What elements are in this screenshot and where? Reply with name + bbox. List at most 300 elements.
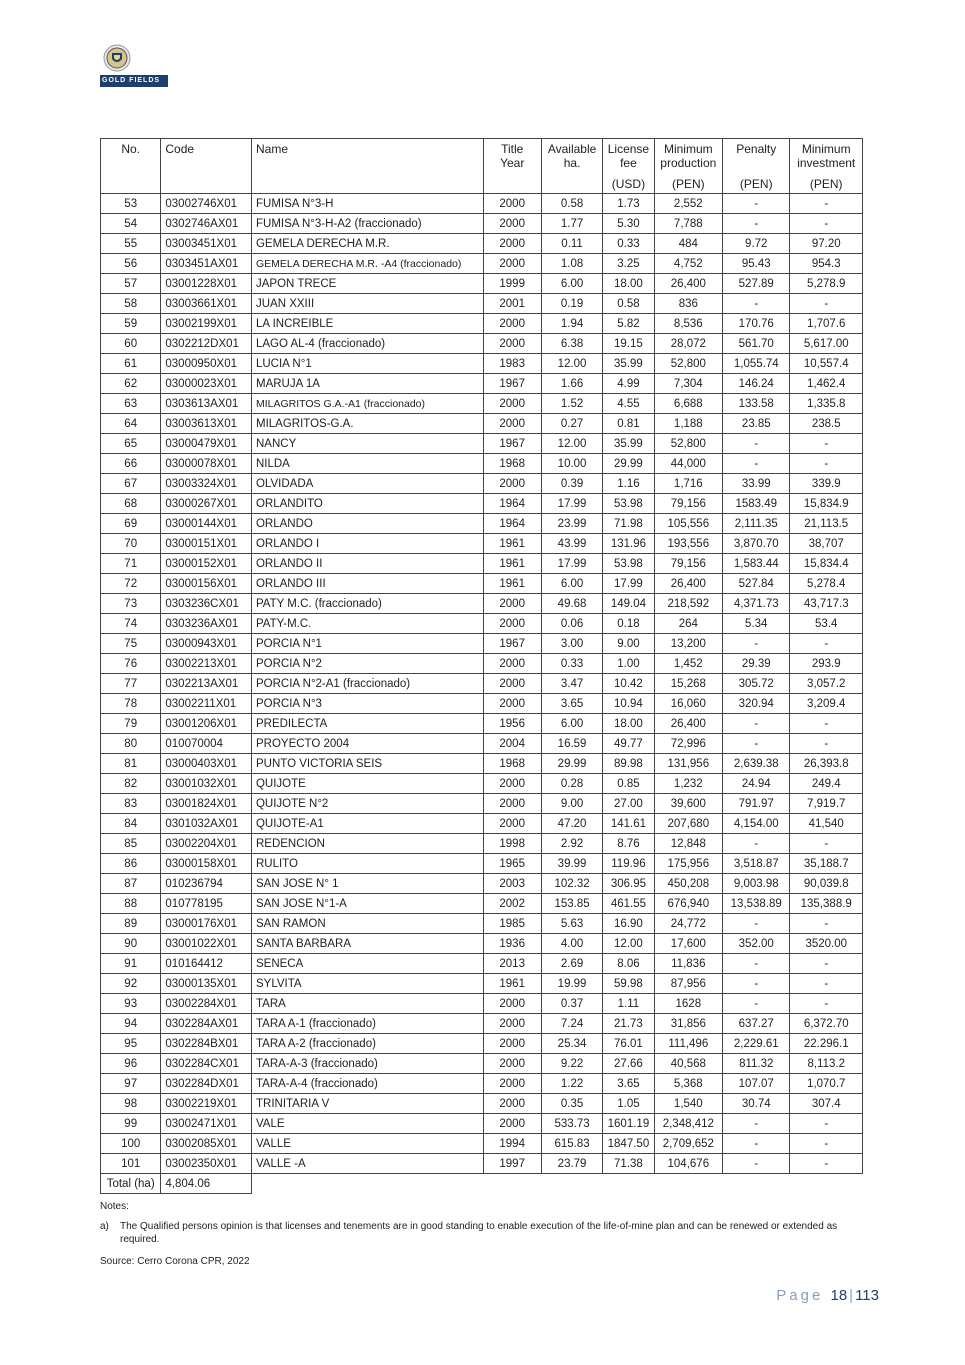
row-min-investment: 97.20	[790, 234, 863, 254]
row-penalty: -	[723, 834, 790, 854]
row-no: 92	[101, 974, 161, 994]
row-available: 533.73	[541, 1114, 602, 1134]
row-min-investment: 35,188.7	[790, 854, 863, 874]
table-row	[101, 474, 863, 494]
row-title-year: 2000	[483, 774, 541, 794]
row-code: 0302213AX01	[161, 674, 252, 694]
row-no: 55	[101, 234, 161, 254]
row-license-fee: 9.00	[603, 634, 654, 654]
row-code: 03002199X01	[161, 314, 252, 334]
row-title-year: 2000	[483, 254, 541, 274]
row-available: 0.11	[541, 234, 602, 254]
row-min-production: 104,676	[654, 1154, 722, 1174]
row-name: ORLANDO I	[251, 534, 483, 554]
row-no: 82	[101, 774, 161, 794]
row-min-investment: 41,540	[790, 814, 863, 834]
row-available: 1.22	[541, 1074, 602, 1094]
table-row	[101, 454, 863, 474]
row-no: 66	[101, 454, 161, 474]
row-min-investment: 6,372.70	[790, 1014, 863, 1034]
row-min-investment: 26,393.8	[790, 754, 863, 774]
row-code: 03001032X01	[161, 774, 252, 794]
row-min-production: 7,788	[654, 214, 722, 234]
row-min-investment: -	[790, 294, 863, 314]
total-value: 4,804.06	[161, 1174, 252, 1194]
row-no: 78	[101, 694, 161, 714]
row-penalty: 2,229.61	[723, 1034, 790, 1054]
row-name: TARA-A-3 (fraccionado)	[251, 1054, 483, 1074]
row-name: SENECA	[251, 954, 483, 974]
row-no: 98	[101, 1094, 161, 1114]
empty-cell	[654, 1174, 722, 1194]
logo-wordmark: GOLD FIELDS	[100, 75, 168, 87]
row-license-fee: 119.96	[603, 854, 654, 874]
row-min-production: 39,600	[654, 794, 722, 814]
row-title-year: 1985	[483, 914, 541, 934]
row-code: 03000950X01	[161, 354, 252, 374]
table-row	[101, 274, 863, 294]
row-license-fee: 53.98	[603, 494, 654, 514]
row-title-year: 1968	[483, 454, 541, 474]
row-penalty: 811.32	[723, 1054, 790, 1074]
row-no: 83	[101, 794, 161, 814]
row-title-year: 1994	[483, 1134, 541, 1154]
row-license-fee: 53.98	[603, 554, 654, 574]
empty-cell	[790, 1174, 863, 1194]
row-code: 03000078X01	[161, 454, 252, 474]
row-min-investment: 5,278.9	[790, 274, 863, 294]
row-min-investment: 7,919.7	[790, 794, 863, 814]
row-name: FUMISA N°3-H	[251, 194, 483, 214]
row-min-production: 13,200	[654, 634, 722, 654]
row-no: 81	[101, 754, 161, 774]
page-number	[776, 1287, 879, 1304]
row-license-fee: 1.00	[603, 654, 654, 674]
row-min-production: 1,540	[654, 1094, 722, 1114]
row-name: TARA	[251, 994, 483, 1014]
row-name: GEMELA DERECHA M.R. -A4 (fraccionado)	[251, 254, 483, 274]
row-code: 0302212DX01	[161, 334, 252, 354]
row-penalty: -	[723, 1114, 790, 1134]
row-license-fee: 35.99	[603, 354, 654, 374]
row-no: 93	[101, 994, 161, 1014]
row-min-production: 6,688	[654, 394, 722, 414]
table-row	[101, 994, 863, 1014]
row-min-production: 8,536	[654, 314, 722, 334]
row-name: MILAGRITOS-G.A.	[251, 414, 483, 434]
row-no: 70	[101, 534, 161, 554]
row-min-investment: 954.3	[790, 254, 863, 274]
row-available: 3.47	[541, 674, 602, 694]
row-min-investment: 135,388.9	[790, 894, 863, 914]
row-code: 03000135X01	[161, 974, 252, 994]
row-title-year: 1983	[483, 354, 541, 374]
row-no: 77	[101, 674, 161, 694]
row-min-investment: -	[790, 1134, 863, 1154]
row-title-year: 1997	[483, 1154, 541, 1174]
row-min-investment: -	[790, 714, 863, 734]
row-no: 56	[101, 254, 161, 274]
row-license-fee: 18.00	[603, 274, 654, 294]
row-min-investment: 1,462.4	[790, 374, 863, 394]
row-penalty: 305.72	[723, 674, 790, 694]
empty-cell	[251, 1174, 483, 1194]
gold-fields-logo	[100, 44, 170, 90]
row-name: PORCIA N°1	[251, 634, 483, 654]
row-penalty: 95.43	[723, 254, 790, 274]
row-min-production: 1,716	[654, 474, 722, 494]
row-available: 10.00	[541, 454, 602, 474]
row-min-production: 17,600	[654, 934, 722, 954]
row-code: 03000152X01	[161, 554, 252, 574]
row-available: 4.00	[541, 934, 602, 954]
row-min-investment: 249.4	[790, 774, 863, 794]
row-available: 12.00	[541, 354, 602, 374]
row-min-production: 12,848	[654, 834, 722, 854]
row-min-investment: 22.296.1	[790, 1034, 863, 1054]
row-title-year: 1961	[483, 974, 541, 994]
row-title-year: 2000	[483, 1094, 541, 1114]
row-no: 54	[101, 214, 161, 234]
table-row	[101, 434, 863, 454]
row-code: 03001824X01	[161, 794, 252, 814]
row-penalty: 170.76	[723, 314, 790, 334]
row-title-year: 1936	[483, 934, 541, 954]
row-name: SAN RAMON	[251, 914, 483, 934]
row-license-fee: 35.99	[603, 434, 654, 454]
row-penalty: -	[723, 714, 790, 734]
row-available: 615.83	[541, 1134, 602, 1154]
row-license-fee: 306.95	[603, 874, 654, 894]
row-code: 0302746AX01	[161, 214, 252, 234]
row-name: MARUJA 1A	[251, 374, 483, 394]
table-row	[101, 1134, 863, 1154]
row-name: LAGO AL-4 (fraccionado)	[251, 334, 483, 354]
row-title-year: 1967	[483, 634, 541, 654]
row-license-fee: 1847.50	[603, 1134, 654, 1154]
row-available: 0.39	[541, 474, 602, 494]
row-license-fee: 0.18	[603, 614, 654, 634]
row-no: 68	[101, 494, 161, 514]
row-license-fee: 1.73	[603, 194, 654, 214]
row-code: 03002204X01	[161, 834, 252, 854]
row-min-investment: 15,834.9	[790, 494, 863, 514]
table-row	[101, 514, 863, 534]
row-min-investment: -	[790, 214, 863, 234]
row-code: 03002211X01	[161, 694, 252, 714]
row-title-year: 2001	[483, 294, 541, 314]
table-row	[101, 594, 863, 614]
row-name: SAN JOSE N° 1	[251, 874, 483, 894]
row-no: 95	[101, 1034, 161, 1054]
row-min-production: 4,752	[654, 254, 722, 274]
row-title-year: 2000	[483, 234, 541, 254]
row-min-production: 2,709,652	[654, 1134, 722, 1154]
table-row	[101, 534, 863, 554]
row-code: 03001206X01	[161, 714, 252, 734]
table-row	[101, 674, 863, 694]
row-min-production: 836	[654, 294, 722, 314]
row-license-fee: 149.04	[603, 594, 654, 614]
row-available: 0.35	[541, 1094, 602, 1114]
row-license-fee: 8.76	[603, 834, 654, 854]
row-penalty: 13,538.89	[723, 894, 790, 914]
row-no: 100	[101, 1134, 161, 1154]
row-min-investment: -	[790, 194, 863, 214]
row-title-year: 1961	[483, 554, 541, 574]
row-title-year: 2013	[483, 954, 541, 974]
table-body	[101, 194, 863, 1194]
row-penalty: 791.97	[723, 794, 790, 814]
row-min-investment: 15,834.4	[790, 554, 863, 574]
row-available: 9.00	[541, 794, 602, 814]
row-min-investment: -	[790, 954, 863, 974]
row-available: 0.27	[541, 414, 602, 434]
row-code: 03003661X01	[161, 294, 252, 314]
header-license-fee-unit: (USD)	[603, 176, 654, 194]
row-title-year: 1967	[483, 434, 541, 454]
licenses-table	[100, 138, 863, 1194]
row-min-investment: -	[790, 1114, 863, 1134]
row-available: 17.99	[541, 554, 602, 574]
note-a-letter: a)	[100, 1221, 109, 1232]
row-name: QUIJOTE-A1	[251, 814, 483, 834]
row-min-investment: -	[790, 974, 863, 994]
row-available: 1.66	[541, 374, 602, 394]
empty-cell	[483, 1174, 541, 1194]
row-min-investment: 53.4	[790, 614, 863, 634]
row-no: 67	[101, 474, 161, 494]
row-name: ORLANDO III	[251, 574, 483, 594]
row-code: 03002350X01	[161, 1154, 252, 1174]
row-min-production: 676,940	[654, 894, 722, 914]
row-min-investment: 38,707	[790, 534, 863, 554]
row-code: 0301032AX01	[161, 814, 252, 834]
row-code: 010778195	[161, 894, 252, 914]
row-penalty: -	[723, 954, 790, 974]
row-min-production: 26,400	[654, 274, 722, 294]
row-code: 03003324X01	[161, 474, 252, 494]
row-title-year: 2000	[483, 694, 541, 714]
row-name: PORCIA N°3	[251, 694, 483, 714]
row-available: 23.99	[541, 514, 602, 534]
table-row	[101, 1154, 863, 1174]
row-code: 0302284CX01	[161, 1054, 252, 1074]
row-penalty: 527.89	[723, 274, 790, 294]
row-min-production: 105,556	[654, 514, 722, 534]
row-penalty: -	[723, 634, 790, 654]
table-row	[101, 914, 863, 934]
row-license-fee: 27.00	[603, 794, 654, 814]
row-license-fee: 1601.19	[603, 1114, 654, 1134]
row-code: 03000479X01	[161, 434, 252, 454]
table-row	[101, 414, 863, 434]
row-license-fee: 71.98	[603, 514, 654, 534]
row-min-production: 26,400	[654, 714, 722, 734]
row-code: 03002213X01	[161, 654, 252, 674]
row-min-investment: 5,278.4	[790, 574, 863, 594]
row-penalty: -	[723, 294, 790, 314]
row-title-year: 1965	[483, 854, 541, 874]
row-min-investment: -	[790, 994, 863, 1014]
row-available: 0.06	[541, 614, 602, 634]
row-license-fee: 0.33	[603, 234, 654, 254]
table-row	[101, 214, 863, 234]
row-penalty: 107.07	[723, 1074, 790, 1094]
row-name: VALLE	[251, 1134, 483, 1154]
row-code: 03000943X01	[161, 634, 252, 654]
row-available: 0.58	[541, 194, 602, 214]
table-row	[101, 754, 863, 774]
row-no: 74	[101, 614, 161, 634]
row-no: 97	[101, 1074, 161, 1094]
row-name: ORLANDITO	[251, 494, 483, 514]
row-no: 73	[101, 594, 161, 614]
row-available: 6.00	[541, 274, 602, 294]
row-license-fee: 16.90	[603, 914, 654, 934]
table-row	[101, 334, 863, 354]
row-license-fee: 8.06	[603, 954, 654, 974]
row-license-fee: 10.42	[603, 674, 654, 694]
row-penalty: -	[723, 994, 790, 1014]
row-code: 03002219X01	[161, 1094, 252, 1114]
row-license-fee: 76.01	[603, 1034, 654, 1054]
table-row	[101, 874, 863, 894]
row-name: JAPON TRECE	[251, 274, 483, 294]
row-no: 59	[101, 314, 161, 334]
row-penalty: 1,583.44	[723, 554, 790, 574]
row-available: 6.00	[541, 714, 602, 734]
row-available: 29.99	[541, 754, 602, 774]
row-title-year: 2000	[483, 674, 541, 694]
row-no: 61	[101, 354, 161, 374]
row-min-investment: 307.4	[790, 1094, 863, 1114]
row-no: 64	[101, 414, 161, 434]
row-available: 25.34	[541, 1034, 602, 1054]
row-license-fee: 0.85	[603, 774, 654, 794]
table-row	[101, 394, 863, 414]
row-no: 53	[101, 194, 161, 214]
row-title-year: 2004	[483, 734, 541, 754]
table-row	[101, 574, 863, 594]
row-available: 102.32	[541, 874, 602, 894]
row-no: 87	[101, 874, 161, 894]
row-title-year: 2002	[483, 894, 541, 914]
row-penalty: 1,055.74	[723, 354, 790, 374]
row-license-fee: 1.05	[603, 1094, 654, 1114]
row-penalty: 29.39	[723, 654, 790, 674]
row-penalty: 1583.49	[723, 494, 790, 514]
row-available: 49.68	[541, 594, 602, 614]
row-name: NILDA	[251, 454, 483, 474]
row-min-production: 264	[654, 614, 722, 634]
table-row	[101, 1054, 863, 1074]
row-license-fee: 10.94	[603, 694, 654, 714]
row-name: FUMISA N°3-H-A2 (fraccionado)	[251, 214, 483, 234]
row-license-fee: 5.82	[603, 314, 654, 334]
row-license-fee: 3.25	[603, 254, 654, 274]
row-min-production: 111,496	[654, 1034, 722, 1054]
row-name: TRINITARIA V	[251, 1094, 483, 1114]
row-min-production: 31,856	[654, 1014, 722, 1034]
row-license-fee: 21.73	[603, 1014, 654, 1034]
row-license-fee: 461.55	[603, 894, 654, 914]
row-name: OLVIDADA	[251, 474, 483, 494]
row-code: 0302284DX01	[161, 1074, 252, 1094]
header-penalty: Penalty	[723, 139, 790, 177]
row-min-investment: 21,113.5	[790, 514, 863, 534]
row-available: 1.77	[541, 214, 602, 234]
table-row	[101, 774, 863, 794]
row-no: 60	[101, 334, 161, 354]
row-title-year: 2000	[483, 334, 541, 354]
row-min-investment: 339.9	[790, 474, 863, 494]
row-no: 91	[101, 954, 161, 974]
row-license-fee: 71.38	[603, 1154, 654, 1174]
row-no: 57	[101, 274, 161, 294]
row-title-year: 1964	[483, 514, 541, 534]
row-name: ORLANDO	[251, 514, 483, 534]
row-license-fee: 131.96	[603, 534, 654, 554]
row-name: REDENCION	[251, 834, 483, 854]
row-min-investment: 1,335.8	[790, 394, 863, 414]
row-min-investment: -	[790, 634, 863, 654]
row-min-production: 87,956	[654, 974, 722, 994]
header-no: No.	[101, 139, 161, 194]
table-row	[101, 1014, 863, 1034]
table-row	[101, 714, 863, 734]
row-license-fee: 59.98	[603, 974, 654, 994]
row-title-year: 1999	[483, 274, 541, 294]
row-title-year: 2000	[483, 594, 541, 614]
row-penalty: 4,371.73	[723, 594, 790, 614]
row-code: 03003451X01	[161, 234, 252, 254]
row-min-production: 1,232	[654, 774, 722, 794]
row-penalty: 9,003.98	[723, 874, 790, 894]
row-code: 010236794	[161, 874, 252, 894]
row-penalty: -	[723, 454, 790, 474]
empty-cell	[723, 1174, 790, 1194]
row-penalty: 24.94	[723, 774, 790, 794]
table-row	[101, 1074, 863, 1094]
row-min-production: 5,368	[654, 1074, 722, 1094]
row-min-production: 52,800	[654, 354, 722, 374]
table-row	[101, 894, 863, 914]
row-penalty: 3,870.70	[723, 534, 790, 554]
row-min-investment: 3,057.2	[790, 674, 863, 694]
row-available: 23.79	[541, 1154, 602, 1174]
row-license-fee: 0.58	[603, 294, 654, 314]
row-penalty: 3,518.87	[723, 854, 790, 874]
row-penalty: 5.34	[723, 614, 790, 634]
row-code: 0302284AX01	[161, 1014, 252, 1034]
row-min-production: 2,552	[654, 194, 722, 214]
row-code: 03002471X01	[161, 1114, 252, 1134]
crest-icon	[103, 44, 131, 72]
row-min-production: 72,996	[654, 734, 722, 754]
row-title-year: 2000	[483, 1074, 541, 1094]
row-name: SYLVITA	[251, 974, 483, 994]
row-no: 71	[101, 554, 161, 574]
row-min-production: 218,592	[654, 594, 722, 614]
row-available: 6.00	[541, 574, 602, 594]
row-penalty: 320.94	[723, 694, 790, 714]
row-available: 16.59	[541, 734, 602, 754]
row-available: 43.99	[541, 534, 602, 554]
table-row	[101, 1114, 863, 1134]
row-license-fee: 141.61	[603, 814, 654, 834]
row-penalty: -	[723, 194, 790, 214]
